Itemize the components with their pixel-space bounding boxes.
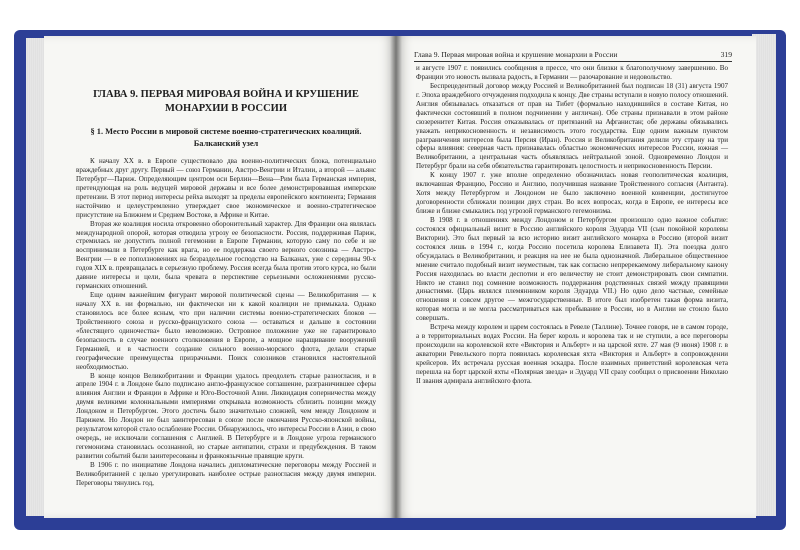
paragraph: К началу XX в. в Европе существовало два военно-политических блока, потенциально враждебных друг другу. Первый — союз Германии, Австро-Венгрии и Италии, а второй — альянс Петербург—Париж. Определяющим центром оси Берлин—Вена—Рим была Германская империя, претендующая на роль ведущей мировой державы и все более демонстрировавшая имперские претензии. В этот период интересы рейха выходят за пределы европейского континента; Германия настойчиво и целеустремленно утверждает свое экономическое и военно-стратегическое присутствие на Ближнем и Среднем Востоке, в Африке и Китае. [76, 157, 376, 219]
page-number: 319 [720, 50, 732, 59]
right-page-content [416, 64, 728, 386]
right-page [396, 36, 756, 518]
paragraph: В 1908 г. в отношениях между Лондоном и Петербургом произошло одно важное событие: состоялся официальный визит в Россию английского короля Эдуарда VII (сын покойной королевы Виктории). Это был первый за всю историю визит английского монарха в Россию (второй визит состоялся лишь в 1994 г., когда Россию посетила королева Елизавета II). Эта поездка долго обсуждалась в Великобритании, и реакция на нее не была однозначной. Либеральное общественное мнение считало подобный визит неуместным, так как согласно непререкаемому либеральному канону Россия находилась во власти деспотии и его величеству не стоит демонстрировать свои симпатии. Никто не ставил под сомнение возможность поддержания родственных связей между правящими династиями. (Царь являлся племянником короля Эдуарда VII.) Но одно дело частные, семейные отношения и совсем другое — межгосударственные. В итоге был изобретен такая форма визита, которая могла и не могла рассматриваться как пребывание в России, но в Англии не стоило было совершать. [416, 215, 728, 323]
paragraph: Вторая же коалиция носила откровенно оборонительный характер. Для Франции она являлась международной опорой, которая отводила угрозу ее безопасности. Россия, поддерживая Париж, стремилась не допустить полной гегемонии в Европе Германии, которую саму по себе и не воспринимали в Петербурге как врага, но ее поддержка своего верного союзника — Австро-Венгрии — в ее поползновениях на безраздельное господство на Балканах, уже с середины 90-х годов XIX в. превращалась в серьезную проблему. Россия всегда была против этого курса, но были давние интересы и цели, была чревата в перспективе серьезными осложнениями русско-германских отношений. [76, 219, 376, 291]
running-head-title: Глава 9. Первая мировая война и крушение монархии в России [414, 50, 618, 59]
left-page-content [76, 70, 376, 488]
left-page [44, 36, 396, 518]
paragraph: Еще одним важнейшим фигурант мировой политической сцены — Великобритания — к началу XX в. ни формально, ни фактически ни к какой коалиции не примыкала. Однако становилось все более ясным, что при наличии системы военно-стратегических блоков — Тройственного союза и русско-французского союза — оставаться и дальше в состоянии «блестящего одиночества» было невозможно. Островное положение уже не гарантировало безопасность в случае военного столкновения в Европе, а мощное наращивание вооружений Германией, и в частности создание сильного военно-морского флота, делали старые географические преимущества призрачными. Поиск союзников становился настоятельной необходимостью. [76, 291, 376, 371]
paragraph: В 1906 г. по инициативе Лондона начались дипломатические переговоры между Россией и Великобританией с целью урегулировать наиболее острые разногласия между двумя империи. Переговоры тянулись год, [76, 460, 376, 487]
paragraph: В конце концов Великобритании и Франции удалось преодолеть старые разногласия, и в апреле 1904 г. в Лондоне было подписано англо-французское соглашение, разграничившее сферы влияния Англии и Франции в Африке и Юго-Восточной Азии. Ликвидация соперничества между двумя великими колониальными империями открывала возможность сблизить позиции между Лондоном и Петербургом. Этого достичь было значительно сложней, чем между Лондоном и Парижем. Но Лондон не был заинтересован в союзе после окончания Русско-японской войны, результатом которой стало ослабление России. Обнаружилось, что интересы России в Азии, в свою очередь, не исключали соглашения с Англией. В Петербурге и в Лондоне угроза германского гегемонизма становилась осознанной, но старые антипатии, страхи и предубеждения. В таком развитии событий были заинтересованы и франкоязычные правящие круги. [76, 371, 376, 460]
paragraph: К концу 1907 г. уже вполне определенно обозначилась новая геополитическая коалиция, включавшая Францию, Россию и Англию, получившая название Тройственного согласия (Антанта). Хотя между Петербургом и Лондоном не было заключено военной конвенции, достигнутое договоренности сближали позиции двух стран. Во всех вопросах, когда в Европе, ее интересы все ближе и ближе смыкались под угрозой германского гегемонизма. [416, 171, 728, 215]
paragraph: и августе 1907 г. появились сообщения в прессе, что они близки к благополучному завершению. Во Франции это новость вызвала радость, в Германии — разочарование и недовольство. [416, 64, 728, 81]
section-title: § 1. Место России в мировой системе военно-стратегических коалиций. Балканский узел [90, 127, 362, 148]
paragraph: Встреча между королем и царем состоялась в Ревеле (Таллине). Точнее говоря, не в самом городе, а в территориальных водах России. На берег король и королева так и не ступили, а все переговоры происходили на королевской яхте «Виктория и Альберт» и на царской яхте. 27 мая (9 июня) 1908 г. в акватории Ревельского порта появилась королевская яхта «Виктория и Альберт» в сопровождении крейсеров. Их встречала русская военная эскадра. После взаимных приветствий королевская чета перешла на борт царской яхты «Полярная звезда» и Эдуард VII сразу сообщил о присвоении Николаю II звания адмирала английского флота. [416, 323, 728, 385]
chapter-title: ГЛАВА 9. ПЕРВАЯ МИРОВАЯ ВОЙНА И КРУШЕНИЕ МОНАРХИИ В РОССИИ [93, 89, 359, 115]
paragraph: Беспрецедентный договор между Россией и Великобританией был подписан 18 (31) августа 1907 г. Эпоха враждебного отчуждения подходила к концу. Две страны вступали в новую полосу отношений. Англия обязывалась отказаться от прав на Тибет (формально находившийся в составе Китая, но фактически состоявший в полном подчинении у англичан). Обе страны признавали в этом районе сюзеренитет Китая. Россия отказывалась от притязаний на Афганистан; обе державы обязывались уважать неприкосновенность и независимость этого государства. Еще одним важным пунктом разграничения интересов была Персия (Иран). Россия и Великобритания делили эту страну на три сферы влияния: северная часть признавалась областью экономических интересов России, южная — Великобритании, а центральная часть объявлялась нейтральной зоной. Одновременно Лондон и Петербург брали на себя обязательства гарантировать целостность и неприкосновенность Персии. [416, 81, 728, 171]
running-head [414, 50, 732, 62]
book-gutter [390, 36, 402, 518]
